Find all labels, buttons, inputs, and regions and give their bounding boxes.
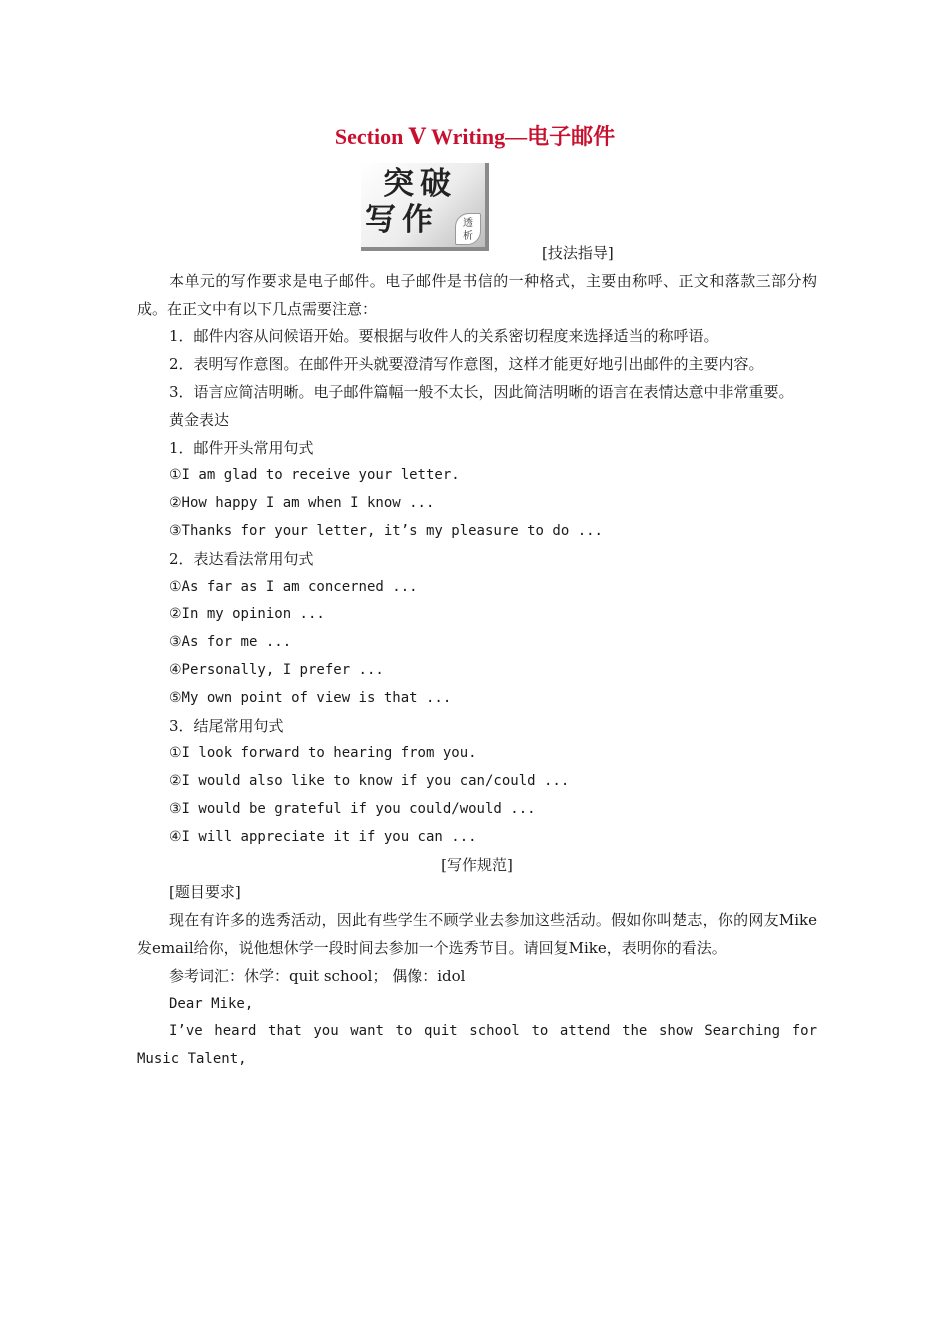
opening-item-3: ③Thanks for your letter, it’s my pleasure to do ... — [169, 522, 603, 539]
golden-heading: 黄金表达 — [169, 410, 230, 429]
opinion-heading: 2．表达看法常用句式 — [169, 549, 314, 568]
logo-tag-char-2: 析 — [463, 231, 473, 242]
ending-item-2: ②I would also like to know if you can/could ... — [169, 773, 570, 790]
section-logo — [361, 163, 489, 251]
opinion-item-4: ④Personally, I prefer ... — [169, 661, 384, 678]
ending-item-3: ③I would be grateful if you could/would ... — [169, 800, 536, 817]
letter-salutation: Dear Mike, — [169, 995, 254, 1012]
opening-heading: 1．邮件开头常用句式 — [169, 438, 314, 457]
document-body — [137, 240, 817, 1074]
ending-item-4: ④I will appreciate it if you can ... — [169, 828, 477, 845]
intro-paragraph: 本单元的写作要求是电子邮件。电子邮件是书信的一种格式，主要由称呼、正文和落款三部分构成。在正文中有以下几点需要注意： — [137, 271, 817, 318]
logo-tag-char-1: 透 — [463, 218, 473, 229]
opinion-item-3: ③As for me ... — [169, 634, 292, 651]
task-heading: [题目要求] — [169, 883, 241, 902]
opinion-item-1: ①As far as I am concerned ... — [169, 578, 418, 595]
opening-item-1: ①I am glad to receive your letter. — [169, 467, 460, 484]
task-paragraph: 现在有许多的选秀活动，因此有些学生不顾学业去参加这些活动。假如你叫楚志，你的网友Mike发email给你，说他想休学一段时间去参加一个选秀节目。请回复Mike，表明你的看法。 — [137, 911, 817, 957]
logo-line-2: 写作 — [365, 202, 439, 238]
point-2: 2．表明写作意图。在邮件开头就要澄清写作意图，这样才能更好地引出邮件的主要内容。 — [169, 355, 764, 374]
logo-line-1: 突破 — [383, 166, 457, 202]
letter-body-start: I’ve heard that you want to quit school to attend the show Searching for Music Talent, — [137, 1023, 817, 1068]
opinion-item-5: ⑤My own point of view is that ... — [169, 689, 452, 706]
opening-item-2: ②How happy I am when I know ... — [169, 495, 435, 512]
writing-norm-heading: [写作规范] — [441, 855, 513, 874]
opinion-item-2: ②In my opinion ... — [169, 606, 325, 623]
point-1: 1．邮件内容从问候语开始。要根据与收件人的关系密切程度来选择适当的称呼语。 — [169, 327, 719, 346]
skill-guide-heading: [技法指导] — [542, 244, 614, 262]
ending-item-1: ①I look forward to hearing from you. — [169, 745, 477, 762]
point-3: 3．语言应简洁明晰。电子邮件篇幅一般不太长，因此简洁明晰的语言在表情达意中非常重要。 — [169, 382, 794, 401]
page-title: Section Ⅴ Writing—电子邮件 — [334, 124, 616, 149]
vocab-line: 参考词汇：休学：quit school； 偶像：idol — [169, 966, 466, 985]
ending-heading: 3．结尾常用句式 — [169, 716, 284, 735]
